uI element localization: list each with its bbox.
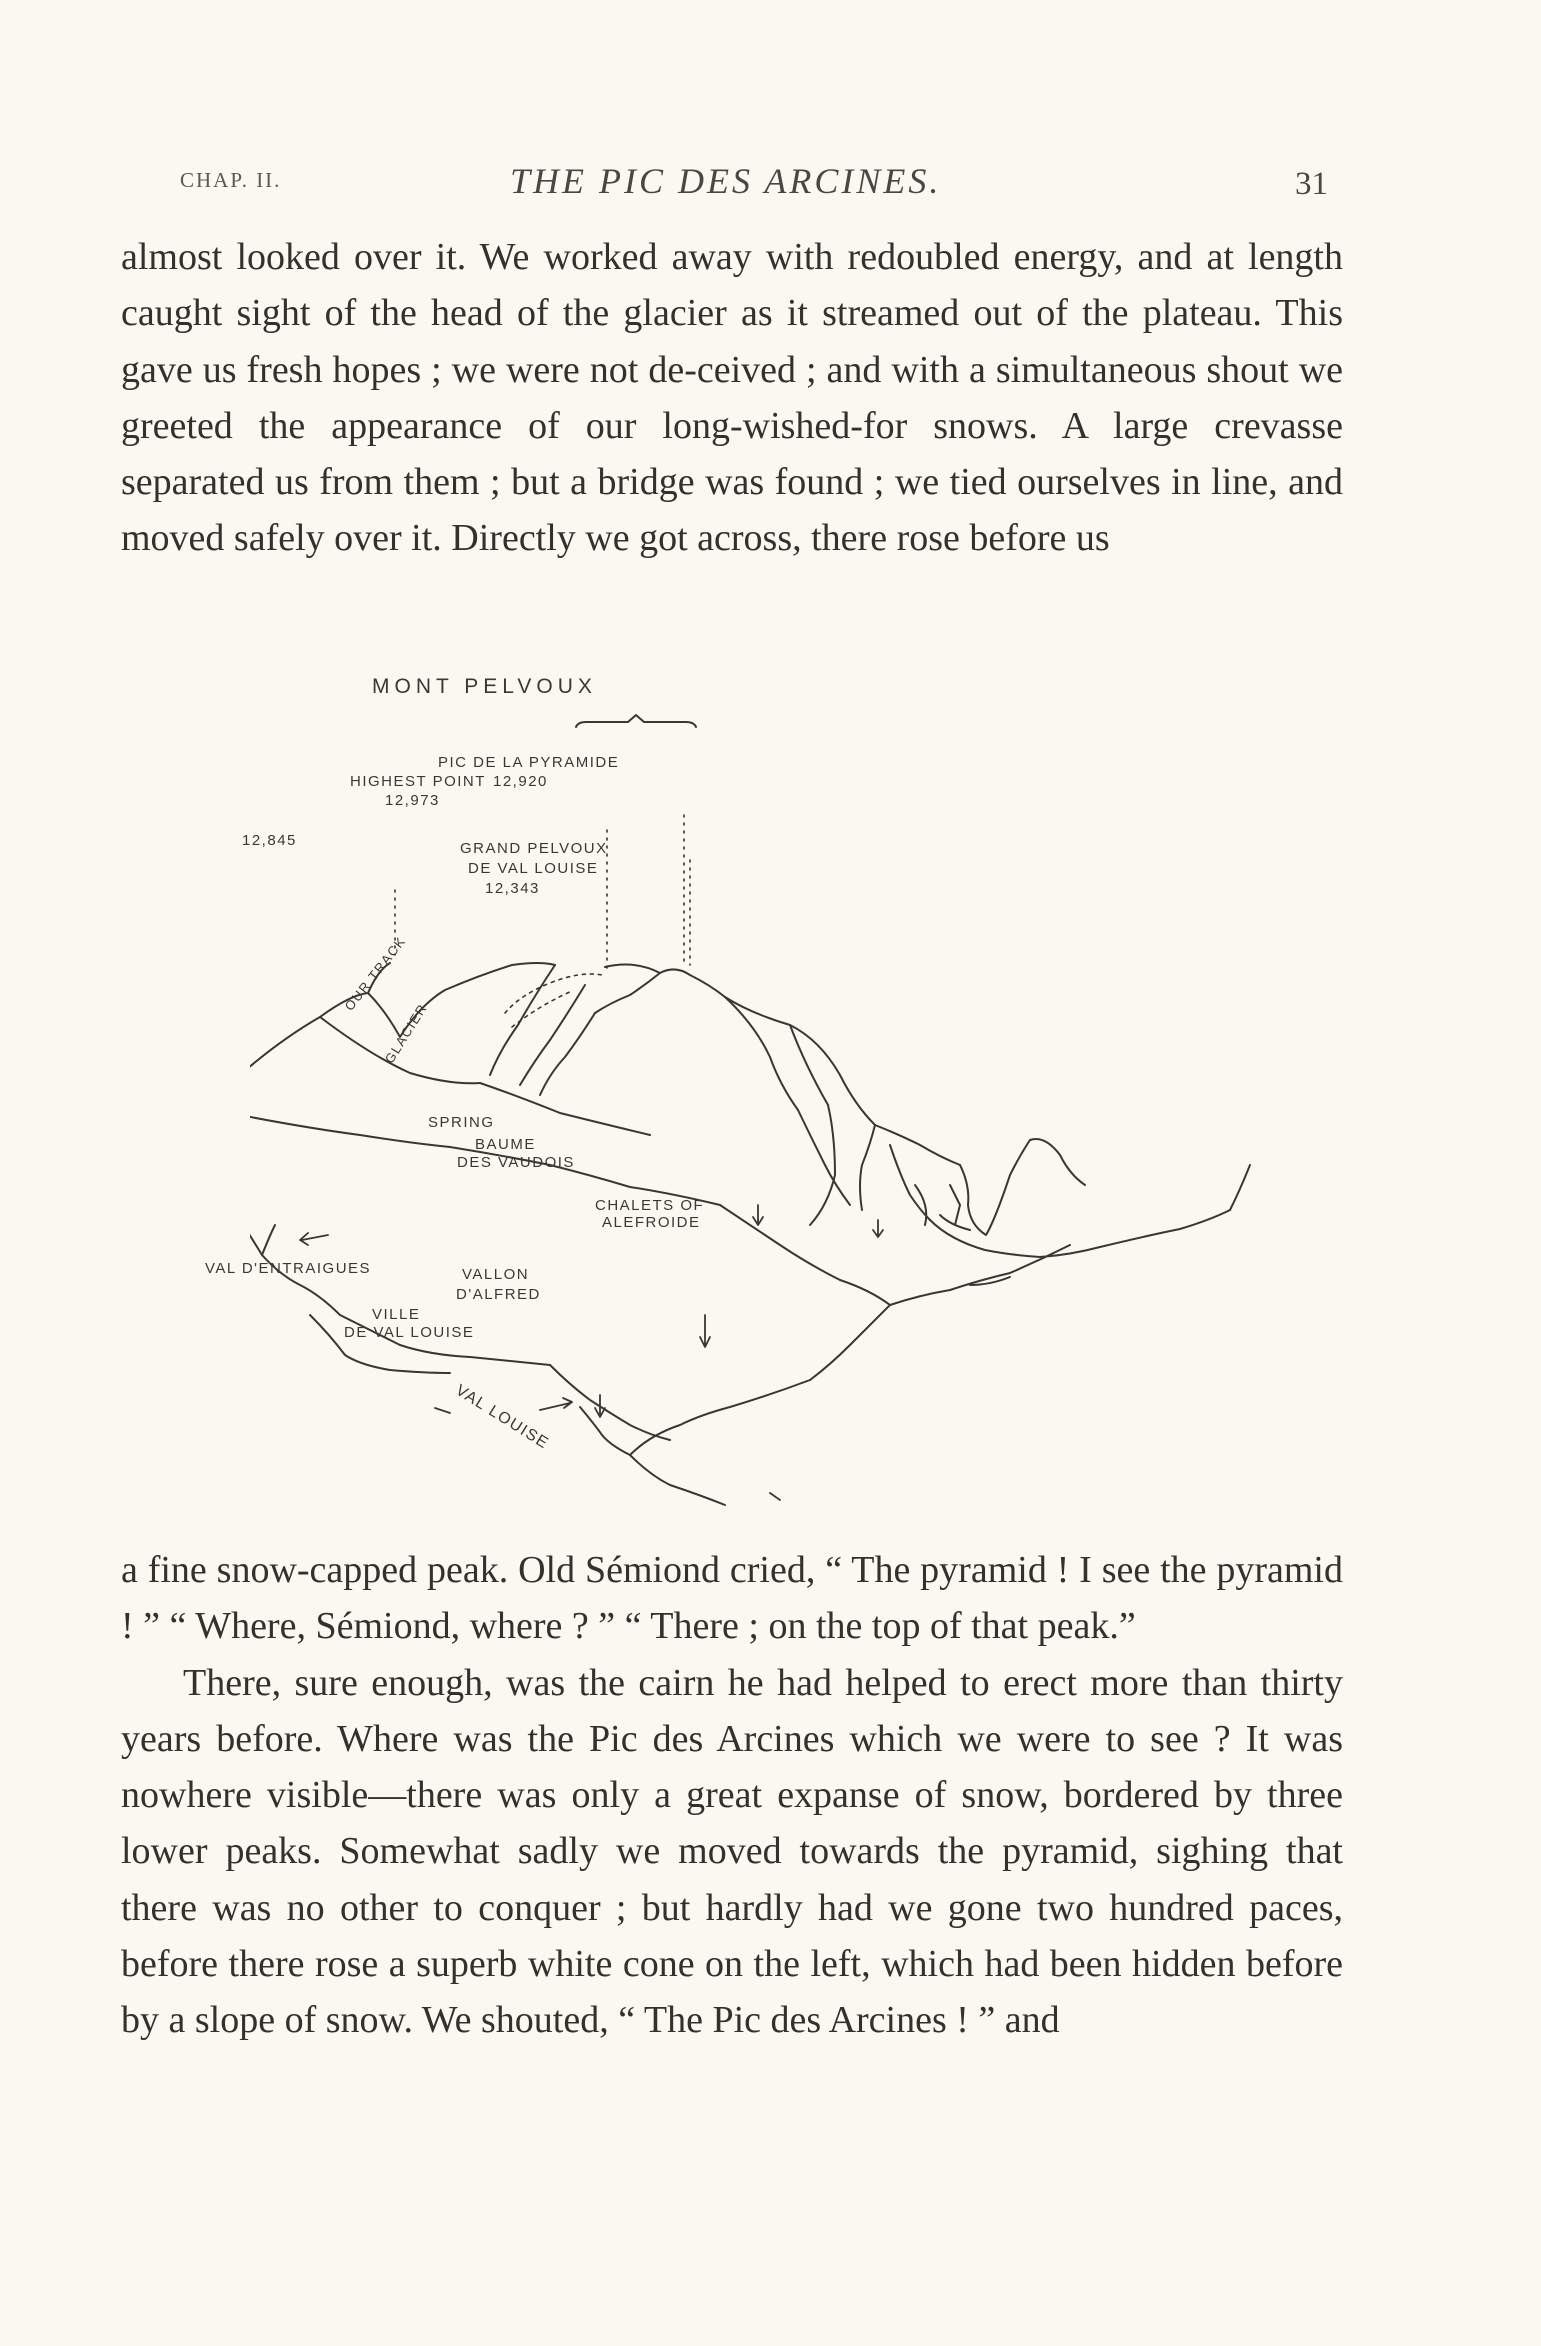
ville-label: VILLE [372, 1306, 421, 1323]
glacier-edge-left [490, 965, 555, 1075]
val-louise-label: VAL LOUISE [452, 1381, 552, 1453]
left-summit-height: 12,845 [242, 832, 297, 849]
running-title: THE PIC DES ARCINES. [510, 161, 942, 201]
pyramide-height: 12,920 [493, 773, 548, 790]
mont-pelvoux-label: MONT PELVOUX [372, 675, 597, 698]
paragraph: a fine snow-capped peak. Old Sémiond cried, “ The pyramid ! I see the pyramid ! ” “ Where, Sémiond, where ? ” “ There ; on the top of that peak.” [121, 1549, 1343, 1648]
paragraph: almost looked over it. We worked away with redoubled energy, and at length caught sight of the head of the glacier as it streamed out of the plateau. This gave us fresh hopes ; we were not de-ceived ; and with a simultaneous shout we greeted the appearance of our long-wished-for snows. A large crevasse separated us from them ; but a bridge was found ; we tied ourselves in line, and moved safely over it. Directly we got across, there rose before us [121, 236, 1343, 560]
highest-point-label: HIGHEST POINT [350, 773, 486, 790]
page-number: 31 [1295, 166, 1328, 202]
pyramide-label: PIC DE LA PYRAMIDE [438, 754, 620, 771]
vallon-label: VALLON [462, 1266, 530, 1283]
right-ridge [930, 1210, 1230, 1257]
arrow-marks [300, 1205, 883, 1525]
summit-ridge [605, 965, 828, 1105]
spring-label: SPRING [428, 1114, 495, 1131]
de-val-louise-town-label: DE VAL LOUISE [344, 1324, 475, 1341]
track-dots [505, 974, 602, 1027]
highest-height: 12,973 [385, 792, 440, 809]
valley-floor [720, 1205, 890, 1305]
val-dentraigues-label: VAL D'ENTRAIGUES [205, 1260, 372, 1277]
text-block-top [121, 229, 1343, 567]
alefroide-label: ALEFROIDE [602, 1214, 701, 1231]
des-vaudois-label: DES VAUDOIS [457, 1154, 575, 1171]
our-track-label: OUR TRACK [341, 933, 409, 1014]
paragraph: There, sure enough, was the cairn he had helped to erect more than thirty years before. Where was the Pic des Arcines which we were to see ? It was nowhere visible—there was only a great expanse of snow, bordered by three lower peaks. Somewhat sadly we moved towards the pyramid, sighing that there was no other to conquer ; but hardly had we gone two hundred paces, before there rose a superb white cone on the left, which had been hidden before by a slope of snow. We shouted, “ The Pic des Arcines ! ” and [121, 1661, 1343, 2042]
grand-pelvoux-label: GRAND PELVOUX [460, 840, 608, 857]
chalets-of-label: CHALETS OF [595, 1197, 705, 1214]
glacier-label: GLACIER [381, 1000, 431, 1067]
text-block-bottom [121, 1542, 1343, 2049]
de-val-louise-label: DE VAL LOUISE [468, 860, 599, 877]
peak-group [960, 1140, 1030, 1235]
grand-pelvoux-height: 12,343 [485, 880, 540, 897]
running-head [110, 160, 1350, 210]
bracket-mark [576, 715, 696, 727]
chapter-label: CHAP. II. [180, 168, 282, 192]
mont-pelvoux-sketch [205, 665, 1270, 1525]
dalfred-label: D'ALFRED [456, 1286, 541, 1303]
baume-label: BAUME [475, 1136, 536, 1153]
